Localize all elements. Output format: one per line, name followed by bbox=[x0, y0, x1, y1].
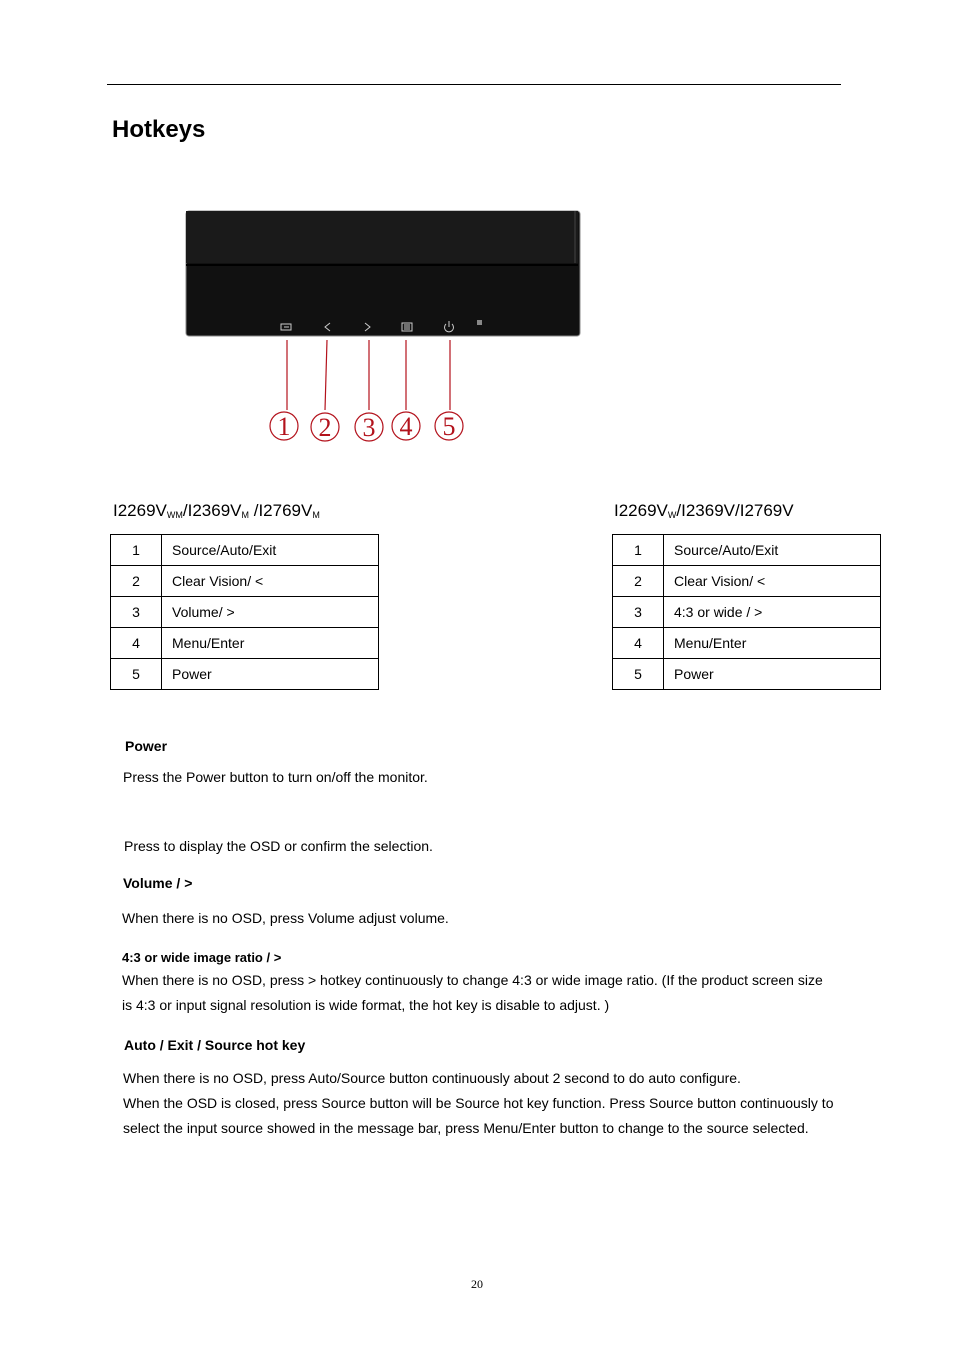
power-text: Press the Power button to turn on/off the monitor. bbox=[123, 769, 428, 785]
table-row: 5 Power bbox=[111, 659, 379, 690]
callout-3: 3 bbox=[362, 413, 376, 442]
page-title: Hotkeys bbox=[112, 116, 206, 143]
callout-1: 1 bbox=[277, 412, 291, 441]
volume-heading: Volume / > bbox=[123, 875, 193, 891]
left-hotkey-table bbox=[110, 534, 379, 690]
auto-text-line2: When the OSD is closed, press Source button will be Source hot key function. Press Source button continuously to bbox=[123, 1095, 834, 1111]
table-row: 3 4:3 or wide / > bbox=[613, 597, 881, 628]
callout-5: 5 bbox=[442, 412, 456, 441]
power-heading: Power bbox=[125, 738, 168, 754]
table-row: 2 Clear Vision/ < bbox=[111, 566, 379, 597]
table-row: 1 Source/Auto/Exit bbox=[613, 535, 881, 566]
page-number: 20 bbox=[471, 1277, 483, 1291]
right-hotkey-table bbox=[612, 534, 881, 690]
left-model-heading: $I2269V_{WM}/I2369V_M$ $/I2769V_M$ bbox=[113, 501, 320, 520]
callout-4: 4 bbox=[399, 412, 413, 441]
table-row: 4 Menu/Enter bbox=[613, 628, 881, 659]
table-row: 5 Power bbox=[613, 659, 881, 690]
table-row: 2 Clear Vision/ < bbox=[613, 566, 881, 597]
monitor-bezel-figure bbox=[185, 210, 585, 450]
table-row: 4 Menu/Enter bbox=[111, 628, 379, 659]
header-rule bbox=[107, 84, 841, 85]
ratio-text-line1: When there is no OSD, press > hotkey continuously to change 4:3 or wide image ratio. (If the product screen size bbox=[122, 972, 823, 988]
ratio-text-line2: is 4:3 or input signal resolution is wide format, the hot key is disable to adjust. ) bbox=[122, 997, 610, 1013]
callout-2: 2 bbox=[318, 413, 332, 442]
auto-text-line1: When there is no OSD, press Auto/Source button continuously about 2 second to do auto configure. bbox=[123, 1070, 741, 1086]
ratio-heading: 4:3 or wide image ratio / > bbox=[122, 950, 282, 965]
right-model-heading: $I2269V_W/I2369V/I2769V$ bbox=[614, 501, 794, 520]
table-row: 1 Source/Auto/Exit bbox=[111, 535, 379, 566]
auto-heading: Auto / Exit / Source hot key bbox=[124, 1037, 306, 1053]
auto-text-line3: select the input source showed in the message bar, press Menu/Enter button to change to the source selected. bbox=[123, 1120, 809, 1136]
table-row: 3 Volume/ > bbox=[111, 597, 379, 628]
menu-text: Press to display the OSD or confirm the selection. bbox=[124, 838, 433, 854]
volume-text: When there is no OSD, press Volume adjust volume. bbox=[122, 910, 449, 926]
